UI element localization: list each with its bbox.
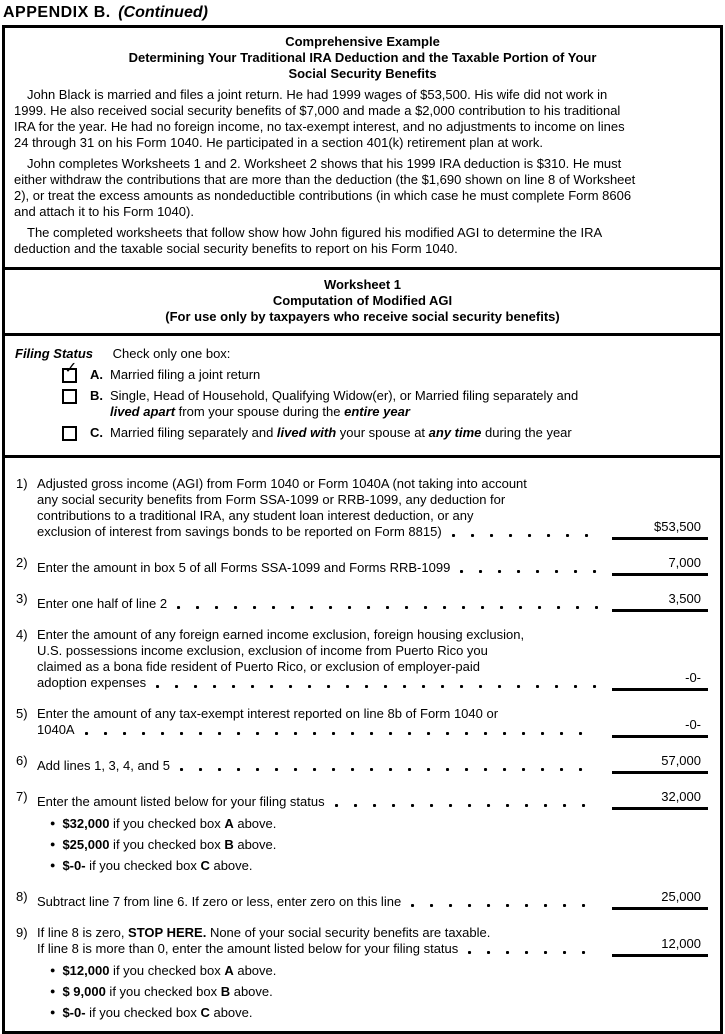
filing-status-instruction: Check only one box:: [112, 346, 231, 361]
dot-leader: [156, 685, 598, 688]
bullet-icon: ●: [50, 818, 56, 828]
line-number: 2): [16, 555, 28, 570]
dot-leader: [335, 804, 598, 807]
line-text: any social security benefits from Form SSA-1099 or RRB-1099, any deduction for: [37, 492, 506, 507]
line-main: [37, 591, 720, 612]
line-number: 9): [16, 925, 28, 940]
line-text: exclusion of interest from savings bonds to be reported on Form 8815): [37, 524, 602, 540]
intro-section: [5, 28, 720, 270]
line-amount: $53,500: [612, 519, 708, 540]
line-body: [37, 925, 720, 1021]
line-text: Adjusted gross income (AGI) from Form 1040 or Form 1040A (not taking into account: [37, 476, 527, 491]
line-main: [37, 789, 720, 810]
intro-paragraphs: [14, 87, 711, 257]
bullet-icon: ●: [50, 1007, 56, 1017]
line-bullets: [37, 962, 720, 1021]
line-text-block: [37, 794, 602, 810]
appendix-heading-text: APPENDIX B.: [3, 4, 111, 21]
line-main: [37, 753, 720, 774]
dot-leader: [177, 606, 598, 609]
line-text-block: [37, 925, 602, 957]
line-text: Enter the amount of any foreign earned income exclusion, foreign housing exclusion,: [37, 627, 525, 642]
paragraph-line: either withdraw the contributions that are more than the deduction (the $1,690 shown on line 8 of Worksheet: [14, 172, 636, 187]
example-title-line-2: Determining Your Traditional IRA Deduction and the Taxable Portion of Your: [128, 50, 597, 65]
line-text-block: [37, 560, 602, 576]
line-text: If line 8 is zero, STOP HERE. None of your social security benefits are taxable.: [37, 925, 491, 940]
dot-leader: [460, 570, 598, 573]
filing-option-line: Married filing a joint return: [110, 367, 261, 382]
filing-status-header: [5, 346, 720, 362]
line-body: [37, 476, 720, 540]
paragraph: [14, 87, 711, 151]
filing-option-line: Married filing separately and lived with your spouse at any time during the year: [110, 425, 572, 440]
line-text: Enter one half of line 2: [37, 596, 602, 612]
line-bullets: [37, 815, 720, 874]
dot-leader: [85, 732, 598, 735]
worksheet-line-3: [5, 591, 720, 612]
worksheet-line-5: [5, 706, 720, 738]
appendix-heading-continued: (Continued): [118, 4, 208, 21]
worksheet-line-7: [5, 789, 720, 874]
paragraph-line: IRA for the year. He had no foreign income, no tax-exempt interest, and no adjustments to income on lines: [14, 119, 625, 134]
line-number: 3): [16, 591, 28, 606]
checkmark-icon: ✓: [64, 360, 78, 377]
line-main: [37, 555, 720, 576]
line-text: Add lines 1, 3, 4, and 5: [37, 758, 602, 774]
bullet-item: ● $12,000 if you checked box A above.: [50, 963, 277, 978]
line-amount: -0-: [612, 717, 708, 738]
filing-option-line: lived apart from your spouse during the entire year: [110, 404, 410, 419]
line-number: 4): [16, 627, 28, 642]
filing-option-letter: A.: [90, 367, 103, 382]
filing-option-text: [110, 388, 720, 420]
filing-option-text: [110, 425, 720, 441]
line-number: 7): [16, 789, 28, 804]
filing-checkbox-B[interactable]: [62, 389, 77, 404]
dot-leader: [411, 904, 598, 907]
bullet-item: ● $-0- if you checked box C above.: [50, 858, 253, 873]
paragraph: [14, 156, 711, 220]
paragraph-line: The completed worksheets that follow show how John figured his modified AGI to determine the IRA: [27, 225, 603, 240]
filing-checkbox-C[interactable]: [62, 426, 77, 441]
line-text: Subtract line 7 from line 6. If zero or less, enter zero on this line: [37, 894, 602, 910]
line-amount: -0-: [612, 670, 708, 691]
line-body: [37, 591, 720, 612]
filing-option-letter: C.: [90, 425, 103, 440]
dot-leader: [468, 951, 598, 954]
worksheet-line-2: [5, 555, 720, 576]
filing-option-text: [110, 367, 720, 383]
line-body: [37, 753, 720, 774]
bullet-item: ● $ 9,000 if you checked box B above.: [50, 984, 273, 999]
paragraph-line: deduction and the taxable social security benefits to report on his Form 1040.: [14, 241, 458, 256]
bullet-icon: ●: [50, 860, 56, 870]
bullet-icon: ●: [50, 986, 56, 996]
line-text: Enter the amount listed below for your filing status: [37, 794, 602, 810]
paragraph-line: 1999. He also received social security benefits of $7,000 and made a $2,000 contribution to his traditional: [14, 103, 621, 118]
bullet-item: ● $-0- if you checked box C above.: [50, 1005, 253, 1020]
line-amount: 7,000: [612, 555, 708, 576]
worksheet-title-line-1: Worksheet 1: [323, 277, 402, 292]
bullet-icon: ●: [50, 965, 56, 975]
worksheet-line-1: [5, 476, 720, 540]
example-title-line-1: Comprehensive Example: [285, 34, 440, 49]
worksheet-title-section: [5, 270, 720, 336]
filing-option-line: Single, Head of Household, Qualifying Widow(er), or Married filing separately and: [110, 388, 579, 403]
worksheet-lines-section: [5, 458, 720, 1031]
filing-option-letter: B.: [90, 388, 103, 403]
line-amount: 32,000: [612, 789, 708, 810]
worksheet-line-8: [5, 889, 720, 910]
line-text-block: [37, 627, 602, 691]
line-text-block: [37, 706, 602, 738]
filing-checkbox-A[interactable]: [62, 360, 78, 383]
line-amount: 12,000: [612, 936, 708, 957]
line-body: [37, 627, 720, 691]
line-main: [37, 476, 720, 540]
line-body: [37, 789, 720, 874]
line-number: 1): [16, 476, 28, 491]
worksheet-line-4: [5, 627, 720, 691]
worksheet-title-line-2: Computation of Modified AGI: [272, 293, 453, 308]
line-number: 8): [16, 889, 28, 904]
filing-status-label: Filing Status: [15, 346, 93, 361]
paragraph-line: 24 through 31 on his Form 1040. He participated in a section 401(k) retirement plan at work.: [14, 135, 543, 150]
line-number: 5): [16, 706, 28, 721]
line-number: 6): [16, 753, 28, 768]
line-body: [37, 889, 720, 910]
paragraph: [14, 225, 711, 257]
line-text: Enter the amount of any tax-exempt interest reported on line 8b of Form 1040 or: [37, 706, 499, 721]
line-amount: 25,000: [612, 889, 708, 910]
line-text-block: [37, 758, 602, 774]
filing-option-C: [5, 425, 720, 441]
filing-option-B: [5, 388, 720, 420]
line-body: [37, 706, 720, 738]
paragraph-line: John completes Worksheets 1 and 2. Worksheet 2 shows that his 1999 IRA deduction is $310. He must: [27, 156, 622, 171]
line-text-block: [37, 894, 602, 910]
paragraph-line: 2), or treat the excess amounts as nondeductible contributions (in which case he must complete Form 8606: [14, 188, 632, 203]
line-main: [37, 925, 720, 957]
document-frame: [2, 25, 723, 1034]
line-text: claimed as a bona fide resident of Puerto Rico, or exclusion of employer-paid: [37, 659, 480, 674]
line-text: 1040A: [37, 722, 602, 738]
line-text-block: [37, 476, 602, 540]
line-text: U.S. possessions income exclusion, exclusion of income from Puerto Rico you: [37, 643, 488, 658]
filing-options: [5, 360, 720, 441]
filing-option-A: [5, 360, 720, 383]
line-main: [37, 889, 720, 910]
line-text: If line 8 is more than 0, enter the amount listed below for your filing status: [37, 941, 602, 957]
bullet-item: ● $25,000 if you checked box B above.: [50, 837, 277, 852]
worksheet-title-line-3: (For use only by taxpayers who receive social security benefits): [165, 309, 560, 324]
paragraph-line: and attach it to his Form 1040).: [14, 204, 194, 219]
bullet-item: ● $32,000 if you checked box A above.: [50, 816, 277, 831]
worksheet-line-9: [5, 925, 720, 1021]
line-amount: 3,500: [612, 591, 708, 612]
appendix-heading: [0, 0, 725, 25]
line-main: [37, 706, 720, 738]
line-text: Enter the amount in box 5 of all Forms SSA-1099 and Forms RRB-1099: [37, 560, 602, 576]
example-title-line-3: Social Security Benefits: [288, 66, 437, 81]
paragraph-line: John Black is married and files a joint return. He had 1999 wages of $53,500. His wife did not work in: [27, 87, 608, 102]
filing-status-section: [5, 336, 720, 458]
worksheet-line-6: [5, 753, 720, 774]
bullet-icon: ●: [50, 839, 56, 849]
dot-leader: [452, 534, 598, 537]
line-text: contributions to a traditional IRA, any student loan interest deduction, or any: [37, 508, 474, 523]
line-amount: 57,000: [612, 753, 708, 774]
line-text: adoption expenses: [37, 675, 602, 691]
line-text-block: [37, 596, 602, 612]
line-main: [37, 627, 720, 691]
dot-leader: [180, 768, 598, 771]
line-body: [37, 555, 720, 576]
